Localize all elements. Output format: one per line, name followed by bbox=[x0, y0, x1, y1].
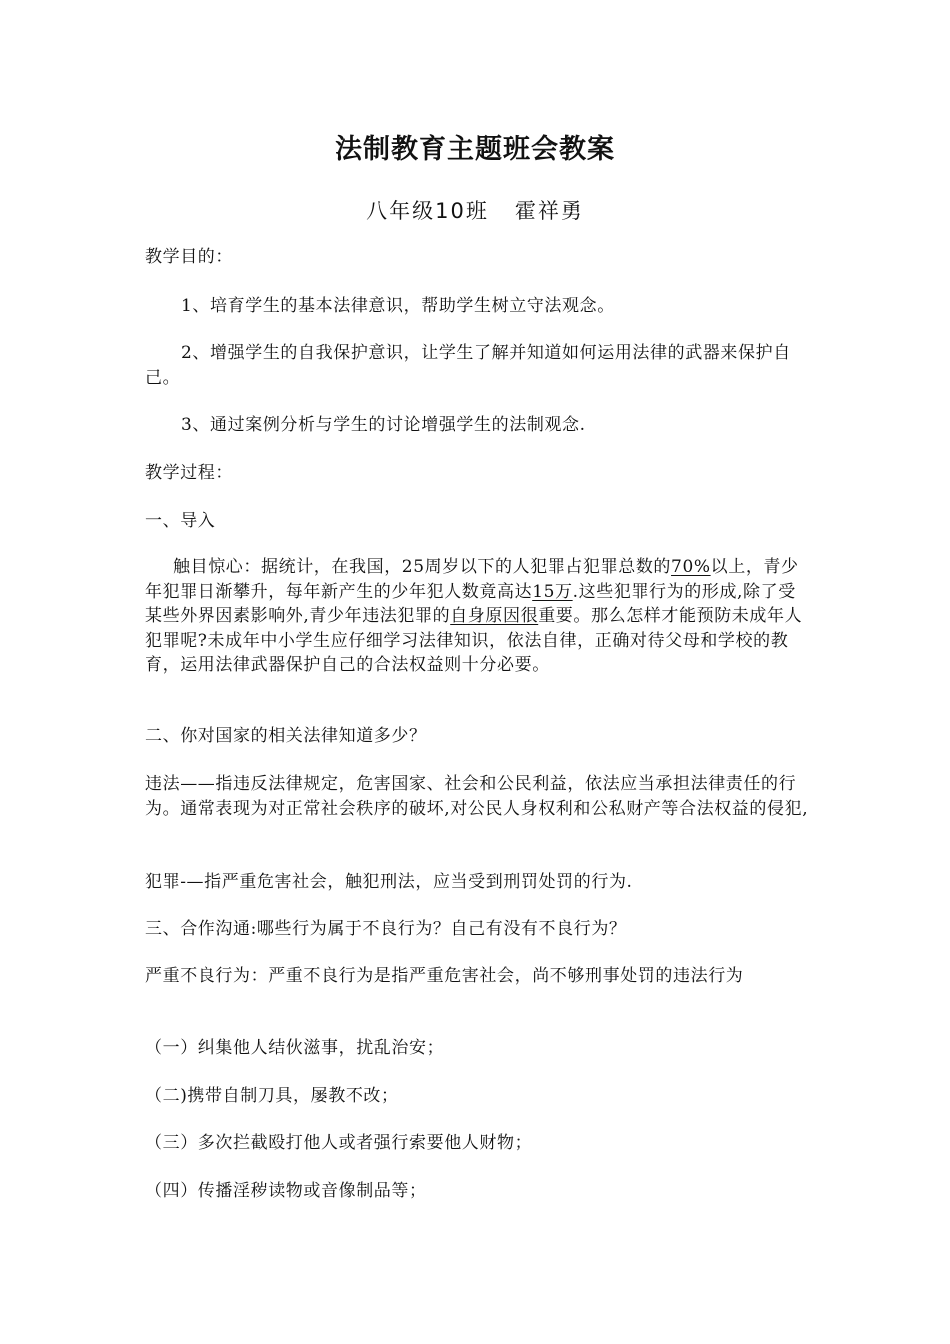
definition-illegal: 违法——指违反法律规定，危害国家、社会和公民利益，依法应当承担法律责任的行为。通常表现为对正常社会秩序的破坏,对公民人身权利和公私财产等合法权益的侵犯, bbox=[145, 774, 809, 819]
intro-stat-percent: 70% bbox=[671, 557, 711, 577]
subtitle-teacher: 霍祥勇 bbox=[514, 199, 584, 223]
goal-1: 1、培育学生的基本法律意识，帮助学生树立守法观念。 bbox=[181, 296, 615, 316]
list-item: （二)携带自制刀具，屡教不改； bbox=[145, 1086, 399, 1106]
list-item: （三）多次拦截殴打他人或者强行索要他人财物； bbox=[145, 1133, 533, 1153]
intro-stat-count: 15万 bbox=[532, 581, 573, 602]
subtitle-class: 八年级10班 bbox=[366, 199, 489, 223]
goal-3: 3、通过案例分析与学生的讨论增强学生的法制观念. bbox=[181, 415, 586, 435]
list-item: （四）传播淫秽读物或音像制品等； bbox=[145, 1181, 427, 1201]
section-2-heading: 二、你对国家的相关法律知道多少？ bbox=[145, 726, 427, 746]
intro-text-2: 以上，青少年犯罪日渐攀升，每年新产生的少年犯人数竟高达 bbox=[145, 557, 799, 602]
serious-behavior-definition: 严重不良行为：严重不良行为是指严重危害社会，尚不够刑事处罚的违法行为 bbox=[145, 966, 744, 986]
intro-paragraph bbox=[145, 555, 813, 678]
list-item: （一）纠集他人结伙滋事，扰乱治安； bbox=[145, 1038, 445, 1058]
process-heading: 教学过程： bbox=[145, 463, 233, 483]
intro-text-4: 重要。那么怎样才能预防未成年人犯罪呢?未成年中小学生应仔细学习法律知识，依法自律，正确对待父母和学校的教育，运用法律武器保护自己的合法权益则十分必要。 bbox=[145, 606, 803, 675]
intro-text-1: 触目惊心：据统计，在我国，25周岁以下的人犯罪占犯罪总数的 bbox=[173, 557, 672, 577]
intro-emphasis: 自身原因很 bbox=[450, 606, 539, 626]
section-1-heading: 一、导入 bbox=[145, 511, 216, 531]
document-subtitle bbox=[0, 196, 950, 226]
goals-heading: 教学目的： bbox=[145, 247, 233, 267]
goal-2: 2、增强学生的自我保护意识，让学生了解并知道如何运用法律的武器来保护自己。 bbox=[145, 343, 791, 388]
definition-crime: 犯罪-—指严重危害社会，触犯刑法，应当受到刑罚处罚的行为. bbox=[145, 872, 633, 892]
document-title: 法制教育主题班会教案 bbox=[335, 134, 615, 165]
intro-text-3: .这些犯罪行为的形成,除了受某些外界因素影响外,青少年违法犯罪的 bbox=[145, 581, 796, 626]
section-3-heading: 三、合作沟通:哪些行为属于不良行为？自己有没有不良行为？ bbox=[145, 919, 627, 939]
